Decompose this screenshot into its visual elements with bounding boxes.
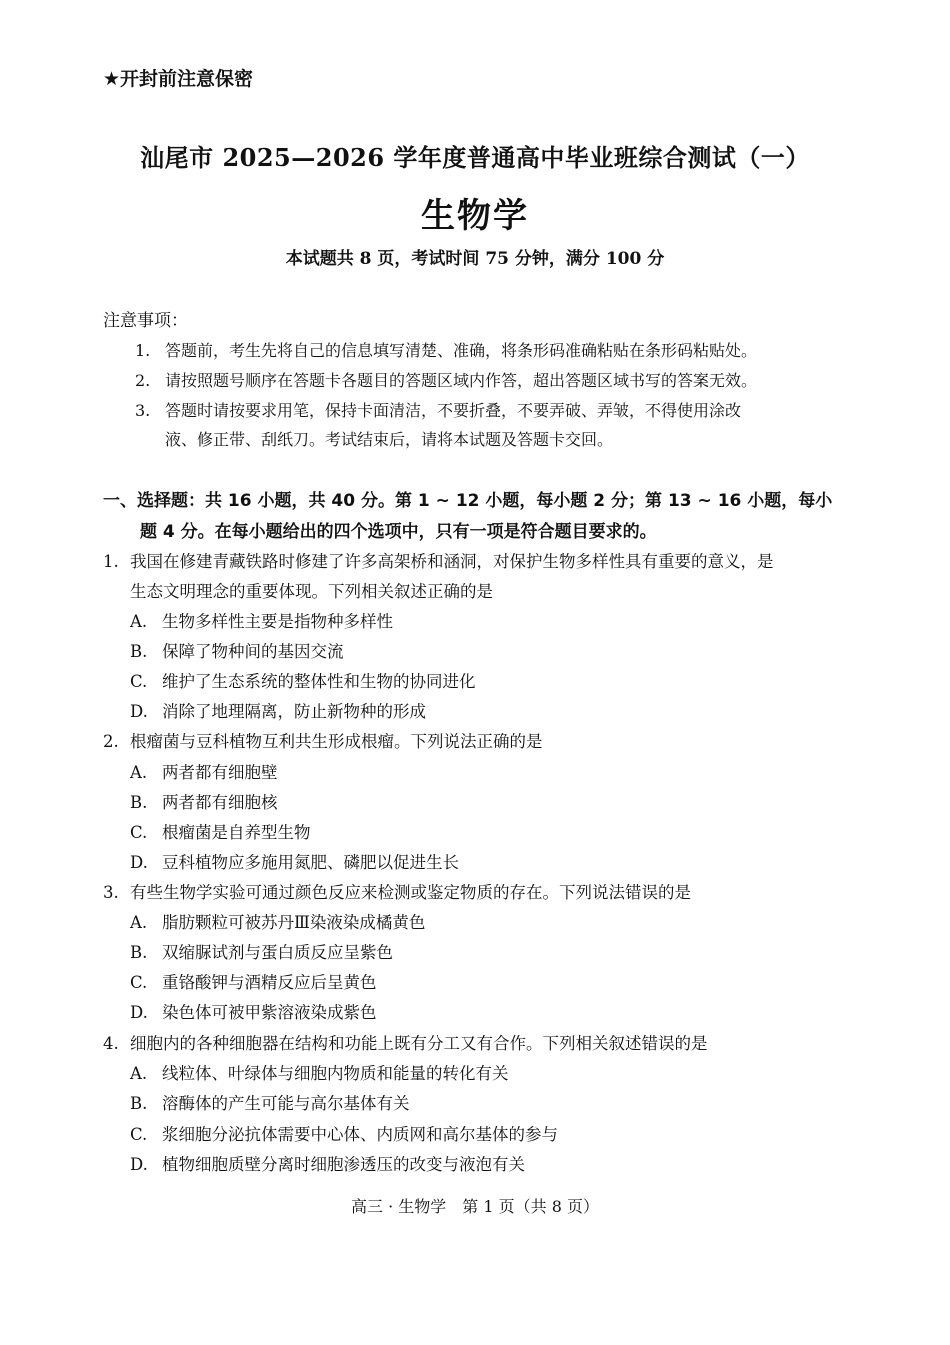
subject-title: 生物学 bbox=[421, 196, 529, 236]
question-number: 3. bbox=[103, 883, 119, 902]
option-text: 保障了物种间的基因交流 bbox=[162, 642, 344, 661]
notice-item bbox=[135, 338, 757, 361]
notice-number: 2. bbox=[135, 371, 151, 390]
option-letter: B. bbox=[130, 943, 148, 962]
option-a bbox=[130, 759, 278, 783]
option-d bbox=[130, 849, 459, 873]
question-text: 细胞内的各种细胞器在结构和功能上既有分工又有合作。下列相关叙述错误的是 bbox=[130, 1034, 708, 1053]
confidential-notice: ★开封前注意保密 bbox=[103, 68, 254, 90]
option-letter: A. bbox=[130, 763, 148, 782]
option-b bbox=[130, 789, 278, 813]
notice-text-continued: 液、修正带、刮纸刀。考试结束后，请将本试题及答题卡交回。 bbox=[165, 430, 614, 449]
exam-info: 本试题共 8 页，考试时间 75 分钟，满分 100 分 bbox=[285, 249, 665, 269]
option-text: 生物多样性主要是指物种多样性 bbox=[162, 612, 393, 631]
option-a bbox=[130, 608, 393, 632]
question-stem bbox=[103, 879, 691, 903]
option-text: 染色体可被甲紫溶液染成紫色 bbox=[162, 1003, 377, 1022]
option-text: 根瘤菌是自养型生物 bbox=[162, 823, 311, 842]
option-d bbox=[130, 698, 426, 722]
option-letter: C. bbox=[130, 672, 148, 691]
option-text: 两者都有细胞核 bbox=[162, 793, 278, 812]
notice-item bbox=[135, 398, 741, 421]
question-stem bbox=[103, 548, 774, 572]
question-stem bbox=[103, 1030, 708, 1054]
option-text: 脂肪颗粒可被苏丹Ⅲ染液染成橘黄色 bbox=[162, 913, 426, 932]
option-c bbox=[130, 969, 377, 993]
notice-text: 请按照题号顺序在答题卡各题目的答题区域内作答，超出答题区域书写的答案无效。 bbox=[165, 371, 758, 390]
option-text: 两者都有细胞壁 bbox=[162, 763, 278, 782]
option-d bbox=[130, 1151, 525, 1175]
option-text: 重铬酸钾与酒精反应后呈黄色 bbox=[162, 973, 377, 992]
option-c bbox=[130, 1121, 558, 1145]
option-letter: D. bbox=[130, 1003, 148, 1022]
option-text: 双缩脲试剂与蛋白质反应呈紫色 bbox=[162, 943, 393, 962]
option-text: 植物细胞质壁分离时细胞渗透压的改变与液泡有关 bbox=[162, 1155, 525, 1174]
option-b bbox=[130, 939, 393, 963]
notice-number: 3. bbox=[135, 401, 151, 420]
option-text: 消除了地理隔离，防止新物种的形成 bbox=[162, 702, 426, 721]
notice-text: 答题前，考生先将自己的信息填写清楚、准确，将条形码准确粘贴在条形码粘贴处。 bbox=[165, 341, 758, 360]
notice-number: 1. bbox=[135, 341, 151, 360]
option-letter: C. bbox=[130, 823, 148, 842]
option-letter: C. bbox=[130, 973, 148, 992]
notice-heading: 注意事项： bbox=[103, 311, 188, 331]
notice-text: 答题时请按要求用笔，保持卡面清洁，不要折叠，不要弄破、弄皱，不得使用涂改 bbox=[165, 401, 742, 420]
exam-title: 汕尾市 2025—2026 学年度普通高中毕业班综合测试（一） bbox=[140, 143, 810, 172]
option-c bbox=[130, 819, 311, 843]
option-a bbox=[130, 1060, 509, 1084]
option-letter: C. bbox=[130, 1125, 148, 1144]
option-text: 线粒体、叶绿体与细胞内物质和能量的转化有关 bbox=[162, 1064, 509, 1083]
option-letter: A. bbox=[130, 1064, 148, 1083]
section-heading-continued: 题 4 分。在每小题给出的四个选项中，只有一项是符合题目要求的。 bbox=[140, 522, 657, 542]
question-text: 根瘤菌与豆科植物互利共生形成根瘤。下列说法正确的是 bbox=[130, 732, 543, 751]
question-number: 1. bbox=[103, 552, 119, 571]
question-text: 有些生物学实验可通过颜色反应来检测或鉴定物质的存在。下列说法错误的是 bbox=[130, 883, 691, 902]
option-text: 豆科植物应多施用氮肥、磷肥以促进生长 bbox=[162, 853, 459, 872]
notice-item bbox=[135, 368, 757, 391]
question-number: 4. bbox=[103, 1034, 119, 1053]
option-letter: D. bbox=[130, 702, 148, 721]
section-heading: 一、选择题：共 16 小题，共 40 分。第 1 ~ 12 小题，每小题 2 分；第 13 ~ 16 小题，每小 bbox=[103, 491, 833, 511]
question-stem bbox=[103, 728, 543, 752]
question-text: 我国在修建青藏铁路时修建了许多高架桥和涵洞，对保护生物多样性具有重要的意义，是 bbox=[130, 552, 774, 571]
question-number: 2. bbox=[103, 732, 119, 751]
option-b bbox=[130, 638, 344, 662]
option-text: 维护了生态系统的整体性和生物的协同进化 bbox=[162, 672, 476, 691]
page-footer: 高三 · 生物学 第 1 页（共 8 页） bbox=[351, 1197, 599, 1216]
option-letter: D. bbox=[130, 1155, 148, 1174]
option-letter: D. bbox=[130, 853, 148, 872]
question-text-continued: 生态文明理念的重要体现。下列相关叙述正确的是 bbox=[130, 582, 493, 601]
option-d bbox=[130, 999, 377, 1023]
option-letter: A. bbox=[130, 612, 148, 631]
option-c bbox=[130, 668, 476, 692]
option-b bbox=[130, 1090, 410, 1114]
option-letter: B. bbox=[130, 793, 148, 812]
option-text: 溶酶体的产生可能与高尔基体有关 bbox=[162, 1094, 410, 1113]
option-letter: A. bbox=[130, 913, 148, 932]
option-letter: B. bbox=[130, 1094, 148, 1113]
option-text: 浆细胞分泌抗体需要中心体、内质网和高尔基体的参与 bbox=[162, 1125, 558, 1144]
option-a bbox=[130, 909, 425, 933]
option-letter: B. bbox=[130, 642, 148, 661]
